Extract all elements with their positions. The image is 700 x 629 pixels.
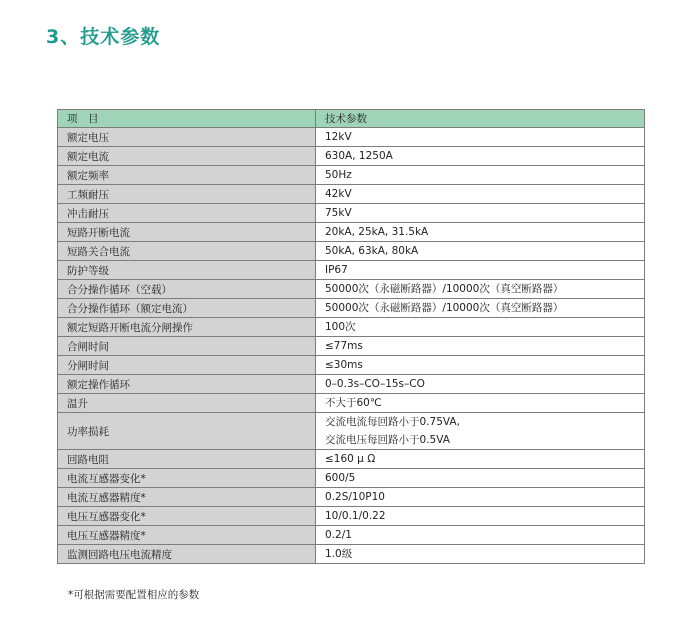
table-row (58, 147, 645, 166)
footnote: *可根据需要配置相应的参数 (68, 589, 200, 601)
value-line: 交流电流每回路小于0.75VA, (325, 416, 460, 428)
table-row (58, 185, 645, 204)
row-label: 短路关合电流 (58, 242, 316, 261)
row-value (316, 337, 645, 356)
table-row (58, 242, 645, 261)
row-label: 合分操作循环（额定电流） (58, 299, 316, 318)
table-row (58, 280, 645, 299)
table-row (58, 450, 645, 469)
row-label: 工频耐压 (58, 185, 316, 204)
row-label: 合闸时间 (58, 337, 316, 356)
row-label: 额定电流 (58, 147, 316, 166)
row-value (316, 261, 645, 280)
row-label: 额定短路开断电流分闸操作 (58, 318, 316, 337)
row-label: 温升 (58, 394, 316, 413)
row-value (316, 223, 645, 242)
table-row (58, 299, 645, 318)
value-line: ≤30ms (325, 359, 363, 371)
row-label: 合分操作循环（空载） (58, 280, 316, 299)
row-value (316, 413, 645, 450)
row-label: 电流互感器精度* (58, 488, 316, 507)
value-line: 1.0级 (325, 548, 353, 560)
value-line: 12kV (325, 131, 352, 143)
table-row (58, 469, 645, 488)
value-line: 50000次（永磁断路器）/10000次（真空断路器） (325, 283, 564, 295)
value-line: IP67 (325, 264, 348, 276)
table-header-row (58, 110, 645, 128)
value-line: 10/0.1/0.22 (325, 510, 386, 522)
row-value (316, 375, 645, 394)
value-line: 50000次（永磁断路器）/10000次（真空断路器） (325, 302, 564, 314)
section-title: 3、技术参数 (46, 26, 161, 48)
table-row (58, 166, 645, 185)
table-row (58, 337, 645, 356)
value-line: ≤77ms (325, 340, 363, 352)
table-row (58, 356, 645, 375)
value-line: 20kA, 25kA, 31.5kA (325, 226, 429, 238)
row-label: 冲击耐压 (58, 204, 316, 223)
row-value (316, 526, 645, 545)
table-row (58, 413, 645, 450)
table-row (58, 526, 645, 545)
table-row (58, 204, 645, 223)
row-value (316, 280, 645, 299)
row-label: 电流互感器变化* (58, 469, 316, 488)
row-value (316, 507, 645, 526)
value-line: 600/5 (325, 472, 356, 484)
table-row (58, 318, 645, 337)
value-line: 50kA, 63kA, 80kA (325, 245, 419, 257)
value-line: 0.2S/10P10 (325, 491, 385, 503)
row-value (316, 299, 645, 318)
row-value (316, 204, 645, 223)
row-label: 分闸时间 (58, 356, 316, 375)
value-line: 0.2/1 (325, 529, 352, 541)
value-line: 50Hz (325, 169, 352, 181)
row-value (316, 128, 645, 147)
value-line: 0–0.3s–CO–15s–CO (325, 378, 425, 390)
row-value (316, 545, 645, 564)
row-value (316, 356, 645, 375)
header-item: 项 目 (58, 110, 316, 128)
table-row (58, 223, 645, 242)
value-line: 不大于60℃ (325, 397, 382, 409)
row-label: 回路电阻 (58, 450, 316, 469)
row-value (316, 450, 645, 469)
spec-table (57, 109, 645, 564)
row-label: 额定频率 (58, 166, 316, 185)
value-line: 630A, 1250A (325, 150, 393, 162)
row-value (316, 469, 645, 488)
row-label: 额定操作循环 (58, 375, 316, 394)
table-row (58, 507, 645, 526)
row-value (316, 242, 645, 261)
table-row (58, 545, 645, 564)
value-line: 75kV (325, 207, 352, 219)
row-value (316, 166, 645, 185)
table-row (58, 488, 645, 507)
row-value (316, 488, 645, 507)
row-value (316, 147, 645, 166)
value-line: 交流电压每回路小于0.5VA (325, 434, 450, 446)
row-label: 监测回路电压电流精度 (58, 545, 316, 564)
row-value (316, 318, 645, 337)
value-line: 42kV (325, 188, 352, 200)
row-value (316, 394, 645, 413)
row-label: 防护等级 (58, 261, 316, 280)
table-body (58, 128, 645, 564)
row-label: 短路开断电流 (58, 223, 316, 242)
row-label: 电压互感器精度* (58, 526, 316, 545)
table-row (58, 128, 645, 147)
value-line: ≤160 μ Ω (325, 453, 376, 465)
row-label: 额定电压 (58, 128, 316, 147)
row-label: 功率损耗 (58, 413, 316, 450)
table-row (58, 375, 645, 394)
header-spec: 技术参数 (316, 110, 645, 128)
value-line: 100次 (325, 321, 356, 333)
row-value (316, 185, 645, 204)
row-label: 电压互感器变化* (58, 507, 316, 526)
table-row (58, 394, 645, 413)
table-row (58, 261, 645, 280)
